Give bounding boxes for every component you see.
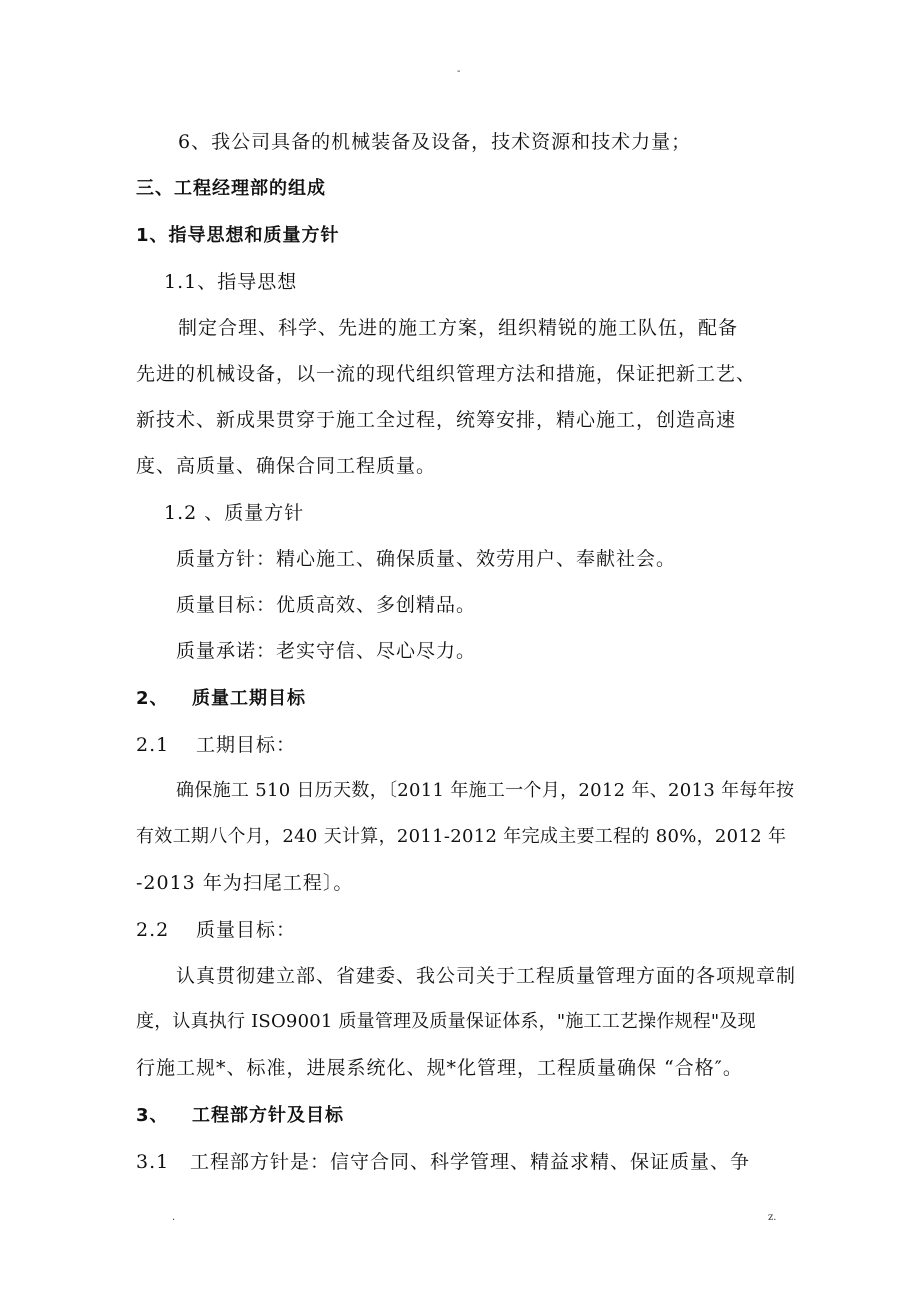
section-heading: 三、工程经理部的组成 <box>136 178 326 199</box>
paragraph-line: 新技术、新成果贯穿于施工全过程，统筹安排，精心施工，创造高速 <box>136 409 737 431</box>
subsection-heading: 工程部方针及目标 <box>192 1105 344 1126</box>
paragraph-line: 度、高质量、确保合同工程质量。 <box>136 455 437 477</box>
subsection-heading: 质量工期目标 <box>192 688 306 709</box>
paragraph-line: 工程部方针是：信守合同、科学管理、精益求精、保证质量、争 <box>190 1151 751 1173</box>
paragraph-line: 有效工期八个月，240 天计算，2011-2012 年完成主要工程的 80%，2012 年 <box>136 826 787 847</box>
subsection-title: 1.1、指导思想 <box>164 271 298 293</box>
subsection-number: 2.2 <box>136 919 170 941</box>
footer-right-mark: z. <box>768 1212 777 1223</box>
paragraph-line: -2013 年为扫尾工程〕。 <box>136 872 354 894</box>
subsection-number: 3.1 <box>136 1151 170 1173</box>
paragraph-line: 确保施工 510 日历天数，〔2011 年施工一个月，2012 年、2013 年每年按 <box>176 780 795 801</box>
subsection-title: 1.2 、质量方针 <box>164 502 305 524</box>
paragraph-line: 先进的机械设备，以一流的现代组织管理方法和措施，保证把新工艺、 <box>136 363 757 385</box>
paragraph-line: 质量承诺：老实守信、尽心尽力。 <box>176 640 477 662</box>
header-mark: - <box>457 66 461 77</box>
subsection-title: 工期目标： <box>196 734 297 756</box>
paragraph-line: 认真贯彻建立部、省建委、我公司关于工程质量管理方面的各项规章制 <box>176 965 797 987</box>
subsection-heading: 1、指导思想和质量方针 <box>136 225 340 246</box>
paragraph-line: 质量方针：精心施工、确保质量、效劳用户、奉献社会。 <box>176 548 677 570</box>
subsection-heading-number: 3、 <box>136 1105 169 1126</box>
paragraph-line: 度，认真执行 ISO9001 质量管理及质量保证体系，"施工工艺操作规程"及现 <box>136 1011 756 1032</box>
subsection-title: 质量目标： <box>196 919 297 941</box>
paragraph-line: 行施工规*、标准，进展系统化、规*化管理，工程质量确保 “合格″。 <box>136 1057 743 1079</box>
paragraph-line: 制定合理、科学、先进的施工方案，组织精锐的施工队伍，配备 <box>178 317 739 339</box>
subsection-heading-number: 2、 <box>136 688 169 709</box>
subsection-number: 2.1 <box>136 734 170 756</box>
paragraph-line: 6、我公司具备的机械装备及设备，技术资源和技术力量； <box>178 131 692 153</box>
footer-left-mark: . <box>172 1212 176 1223</box>
paragraph-line: 质量目标：优质高效、多创精品。 <box>176 594 477 616</box>
